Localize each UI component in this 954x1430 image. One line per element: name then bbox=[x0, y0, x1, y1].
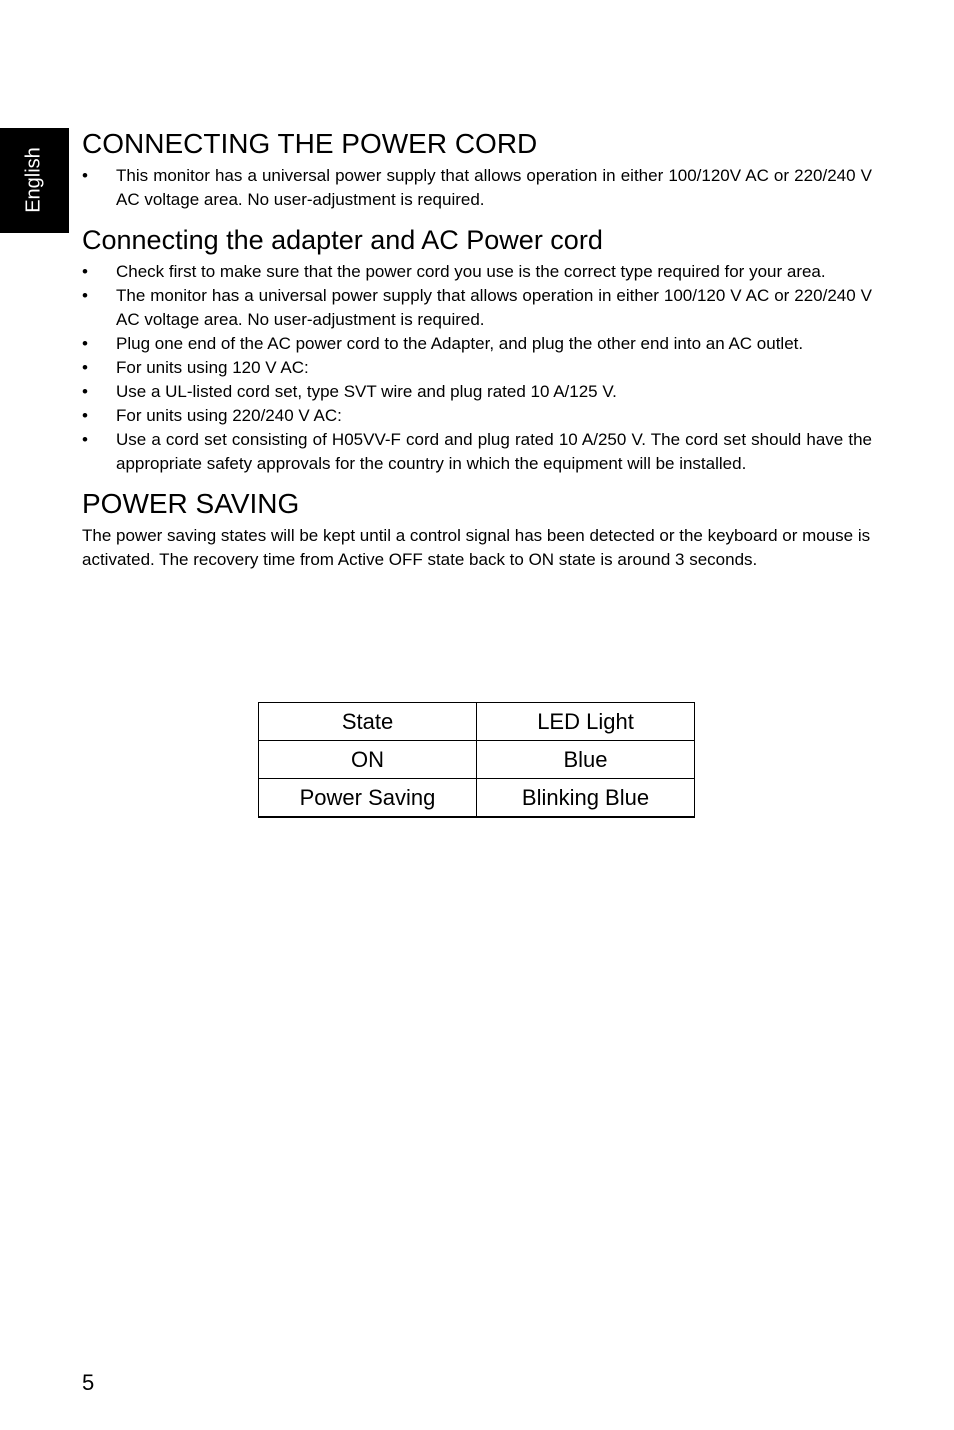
power-states-table bbox=[258, 702, 695, 818]
section-title-power-saving: POWER SAVING bbox=[82, 488, 300, 519]
list-item: • Use a cord set consisting of H05VV-F cord and plug rated 10 A/250 V. The cord set should have the appropriate safety approvals for the country in which the equipment will be installed. bbox=[82, 430, 872, 473]
list-item: • For units using 220/240 V AC: bbox=[82, 404, 872, 428]
bullet: • bbox=[82, 358, 88, 377]
table-header-cell: State bbox=[259, 703, 477, 741]
power-saving-paragraph: The power saving states will be kept until a control signal has been detected or the keyboard or mouse is activated. The recovery time from Active OFF state back to ON state is around 3 seconds. bbox=[82, 526, 871, 569]
list-item: • This monitor has a universal power supply that allows operation in either 100/120V AC or 220/240 V AC voltage area. No user-adjustment is required. bbox=[82, 166, 872, 209]
page-number: 5 bbox=[82, 1370, 95, 1395]
table-header-cell: LED Light bbox=[477, 703, 695, 741]
list-item: • Plug one end of the AC power cord to the Adapter, and plug the other end into an AC outlet. bbox=[82, 332, 872, 356]
list-item: • The monitor has a universal power supply that allows operation in either 100/120 V AC or 220/240 V AC voltage area. No user-adjustment is required. bbox=[82, 286, 872, 329]
bullet: • bbox=[82, 334, 88, 353]
bullet: • bbox=[82, 166, 88, 185]
table-cell: ON bbox=[259, 741, 477, 779]
adapter-list bbox=[82, 260, 872, 476]
table-cell: Blinking Blue bbox=[477, 779, 695, 818]
table-row bbox=[259, 779, 695, 818]
bullet: • bbox=[82, 430, 88, 449]
bullet: • bbox=[82, 262, 88, 281]
language-tab bbox=[0, 128, 69, 233]
page-content bbox=[82, 124, 872, 572]
list-item: • Use a UL-listed cord set, type SVT wire and plug rated 10 A/125 V. bbox=[82, 380, 872, 404]
bullet: • bbox=[82, 382, 88, 401]
power-cord-list bbox=[82, 164, 872, 212]
list-item: • Check first to make sure that the power cord you use is the correct type required for your area. bbox=[82, 260, 872, 284]
table-cell: Blue bbox=[477, 741, 695, 779]
list-item: • For units using 120 V AC: bbox=[82, 356, 872, 380]
section-title-adapter: Connecting the adapter and AC Power cord bbox=[82, 225, 603, 255]
table-row bbox=[259, 741, 695, 779]
section-title-power-cord: CONNECTING THE POWER CORD bbox=[82, 128, 538, 159]
bullet: • bbox=[82, 406, 88, 425]
language-tab-label: English bbox=[22, 147, 45, 213]
table-header-row bbox=[259, 703, 695, 741]
table-cell: Power Saving bbox=[259, 779, 477, 818]
bullet: • bbox=[82, 286, 88, 305]
